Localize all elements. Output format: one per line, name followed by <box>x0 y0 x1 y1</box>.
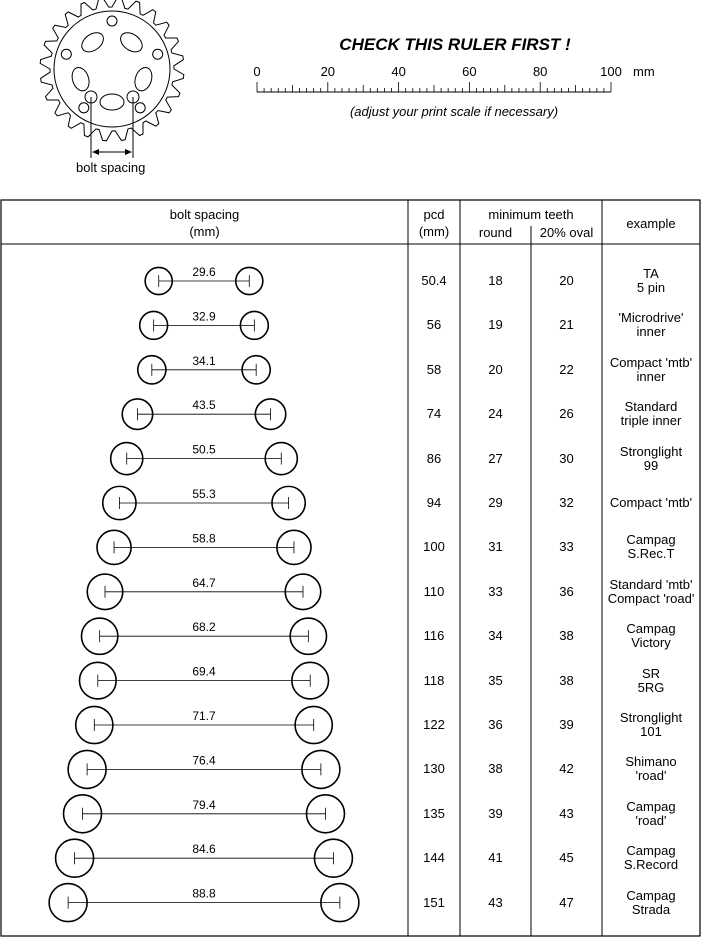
chainring-teeth <box>40 0 184 141</box>
oval-teeth-cell: 38 <box>559 628 574 644</box>
ruler-tick-label: 0 <box>253 64 261 79</box>
bolt-spacing-value: 34.1 <box>192 353 216 368</box>
spider-cutout <box>69 65 92 93</box>
bolt-spacing-value: 84.6 <box>192 842 216 857</box>
bolt-circle-right <box>236 267 263 294</box>
bolt-circle-left <box>79 662 116 699</box>
header-example: example <box>626 216 676 231</box>
example-cell-line: Compact 'mtb' <box>609 495 693 510</box>
example-cell-line: Strada <box>631 901 671 917</box>
bolt-spacing-value: 32.9 <box>192 309 216 324</box>
header-pcd-unit: (mm) <box>418 224 450 239</box>
example-cell-line: Campag <box>626 532 676 548</box>
bolt-spacing-value: 43.5 <box>192 398 216 413</box>
ruler-tick-label: 60 <box>462 64 477 79</box>
pcd-cell: 151 <box>423 894 445 910</box>
header-bolt-spacing-unit: (mm) <box>189 224 220 239</box>
header-bolt-spacing-label: bolt spacing <box>169 207 240 222</box>
header-bolt-spacing <box>1 206 408 240</box>
pcd-cell: 116 <box>423 628 445 644</box>
oval-teeth-cell: 36 <box>559 583 574 599</box>
pcd-cell: 122 <box>423 717 445 732</box>
round-teeth-cell: 29 <box>488 495 503 510</box>
bolt-circle-left <box>145 267 172 294</box>
bolt-circle-left <box>122 399 152 429</box>
bolt-circle-right <box>285 574 321 610</box>
pcd-cell: 86 <box>426 450 442 466</box>
pcd-cell: 118 <box>423 672 445 688</box>
oval-teeth-cell: 33 <box>559 539 574 555</box>
oval-teeth-cell: 26 <box>559 406 574 422</box>
example-cell-line: Shimano <box>625 754 677 770</box>
round-teeth-cell: 27 <box>488 450 503 466</box>
example-cell-line: 5 pin <box>636 280 666 295</box>
example-cell-line: Campag <box>626 621 676 637</box>
example-cell-line: 'road' <box>635 812 667 828</box>
round-teeth-cell: 34 <box>488 628 503 644</box>
bolt-spacing-drawing <box>56 839 353 877</box>
bolt-circle-right <box>302 750 340 788</box>
round-teeth-cell: 43 <box>488 894 503 910</box>
example-cell-line: Compact 'mtb' <box>609 354 693 370</box>
bolt-spacing-drawing <box>64 795 345 833</box>
round-teeth-cell: 18 <box>488 273 503 288</box>
header-oval: 20% oval <box>539 225 594 240</box>
dimension-arrow-left <box>92 149 99 155</box>
round-teeth-cell: 39 <box>488 805 503 821</box>
oval-teeth-cell: 42 <box>559 761 574 777</box>
bolt-circle-right <box>295 706 332 743</box>
round-teeth-cell: 19 <box>488 317 503 333</box>
bolt-circle-left <box>111 443 143 475</box>
example-cell-line: 'Microdrive' <box>618 310 684 326</box>
spider-cutout <box>132 65 155 93</box>
ruler-unit: mm <box>633 64 655 79</box>
ruler-tick-label: 40 <box>391 64 406 79</box>
bolt-spacing-drawing <box>76 706 333 743</box>
bolt-spacing-value: 69.4 <box>192 664 216 679</box>
bolt-spacing-drawing <box>68 750 340 788</box>
bolt-circle-right <box>321 884 359 922</box>
pcd-cell: 56 <box>426 317 442 333</box>
bolt-spacing-value: 76.4 <box>192 753 216 768</box>
bolt-spacing-drawing <box>103 486 305 519</box>
bolt-spacing-drawing <box>138 354 271 384</box>
example-cell-line: inner <box>636 324 666 340</box>
bolt-circle-right <box>292 662 329 699</box>
oval-teeth-cell: 43 <box>559 805 574 821</box>
oval-teeth-cell: 39 <box>559 717 574 732</box>
ruler-tick-labels <box>253 64 621 79</box>
pcd-cell: 50.4 <box>421 273 447 288</box>
bolt-circle-right <box>277 530 311 564</box>
bolt-spacing-drawing <box>97 530 311 564</box>
ruler <box>250 60 670 100</box>
round-teeth-cell: 35 <box>488 672 503 688</box>
bolt-circle-left <box>140 311 168 339</box>
bolt-spacing-value: 29.6 <box>192 265 216 279</box>
bolt-circle-right <box>272 486 305 519</box>
example-cell-line: Campag <box>626 887 676 903</box>
bolt-circle-left <box>56 839 94 877</box>
pcd-cell: 110 <box>423 583 445 599</box>
oval-teeth-cell: 38 <box>559 672 574 688</box>
bolt-spacing-drawing <box>49 884 359 922</box>
oval-teeth-cell: 32 <box>559 495 574 510</box>
bolt-circle-right <box>265 443 297 475</box>
header-pcd-label: pcd <box>423 207 445 222</box>
pcd-cell: 94 <box>426 495 442 510</box>
oval-teeth-cell: 45 <box>559 850 574 866</box>
chainring-spider-cutouts <box>61 16 162 113</box>
round-teeth-cell: 38 <box>488 761 503 777</box>
ruler-ticks <box>257 82 611 92</box>
pcd-cell: 130 <box>423 761 445 777</box>
oval-teeth-cell: 22 <box>559 361 574 377</box>
example-cell-line: TA <box>643 266 659 281</box>
round-teeth-cell: 41 <box>488 850 503 866</box>
example-cell-line: 5RG <box>637 679 665 695</box>
bolt-spacing-drawing <box>111 443 298 475</box>
example-cell-line: 99 <box>643 457 659 473</box>
pcd-cell: 74 <box>426 406 442 422</box>
bolt-circle-right <box>255 399 285 429</box>
example-cell-line: inner <box>636 368 666 384</box>
bolt-spacing-diagram-label: bolt spacing <box>76 160 146 175</box>
round-teeth-cell: 36 <box>488 717 503 732</box>
chainring-tooth-outline <box>40 0 184 141</box>
bolt-circle-right <box>306 795 344 833</box>
ruler-note: (adjust your print scale if necessary) <box>349 104 559 119</box>
oval-teeth-cell: 47 <box>559 894 574 910</box>
example-cell-line: S.Record <box>623 857 679 873</box>
example-cell-line: Stronglight <box>619 443 683 459</box>
example-cell-line: Standard <box>624 399 678 415</box>
bolt-circle-right <box>314 839 352 877</box>
bolt-spacing-drawing <box>140 309 269 339</box>
ruler-tick-label: 100 <box>600 64 622 79</box>
example-cell-line: Stronglight <box>619 710 683 725</box>
example-cell-line: Campag <box>626 843 676 859</box>
bolt-spacing-value: 71.7 <box>192 709 216 723</box>
bolt-spacing-value: 88.8 <box>192 886 216 901</box>
bolt-spacing-drawing <box>87 574 321 610</box>
example-cell-line: Compact 'road' <box>607 590 695 606</box>
pcd-cell: 135 <box>423 805 445 821</box>
bolt-spacing-drawing <box>122 398 286 429</box>
bolt-circle-right <box>242 356 270 384</box>
example-cell-line: SR <box>641 665 661 681</box>
example-cell-line: Victory <box>631 635 671 651</box>
bolt-circle-left <box>76 706 113 743</box>
round-teeth-cell: 24 <box>488 406 503 422</box>
bolt-circle-right <box>240 311 268 339</box>
bolt-spacing-drawing <box>79 662 328 699</box>
bolt-spacing-value: 58.8 <box>192 531 216 546</box>
bolt-spacing-value: 64.7 <box>192 575 216 590</box>
bolt-circle-left <box>64 795 102 833</box>
bolt-spacing-drawing <box>145 265 263 295</box>
bolt-spacing-value: 55.3 <box>192 487 216 501</box>
bolt-circle-left <box>81 618 117 654</box>
bolt-spacing-value: 68.2 <box>192 620 216 635</box>
bolt-spacing-value: 79.4 <box>192 797 216 812</box>
ruler-title: CHECK THIS RULER FIRST ! <box>339 35 571 54</box>
bolt-circle-left <box>87 574 123 610</box>
bolt-spacing-value: 50.5 <box>192 442 216 457</box>
header-pcd <box>408 206 460 240</box>
bolt-hole <box>107 16 117 26</box>
bolt-circle-left <box>68 750 106 788</box>
example-cell-line: triple inner <box>620 413 682 429</box>
example-cell-line: Standard 'mtb' <box>609 576 693 592</box>
bolt-circle-left <box>97 530 131 564</box>
dimension-arrow-right <box>125 149 132 155</box>
round-teeth-cell: 31 <box>488 539 503 555</box>
pcd-cell: 144 <box>423 850 445 866</box>
header-minimum-teeth: minimum teeth <box>488 207 574 222</box>
example-cell-line: S.Rec.T <box>627 546 675 562</box>
pcd-cell: 58 <box>426 361 442 377</box>
table-border <box>1 200 700 936</box>
example-cell-line: Campag <box>626 798 676 814</box>
bolt-spacing-drawing <box>81 618 326 654</box>
ruler-tick-label: 80 <box>532 64 548 79</box>
pcd-cell: 100 <box>423 539 445 555</box>
bolt-circle-left <box>49 884 87 922</box>
example-cell-line: 101 <box>640 724 662 739</box>
bolt-spacing-drawings <box>49 265 359 922</box>
oval-teeth-cell: 21 <box>559 317 574 333</box>
bolt-circle-left <box>138 356 166 384</box>
round-teeth-cell: 20 <box>488 361 503 377</box>
bolt-circle-right <box>290 618 326 654</box>
ruler-tick-label: 20 <box>320 64 336 79</box>
example-cell-line: 'road' <box>635 768 667 784</box>
header-round: round <box>478 225 513 240</box>
round-teeth-cell: 33 <box>488 583 503 599</box>
oval-teeth-cell: 30 <box>559 450 574 466</box>
oval-teeth-cell: 20 <box>559 273 574 288</box>
bolt-circle-left <box>103 486 136 519</box>
